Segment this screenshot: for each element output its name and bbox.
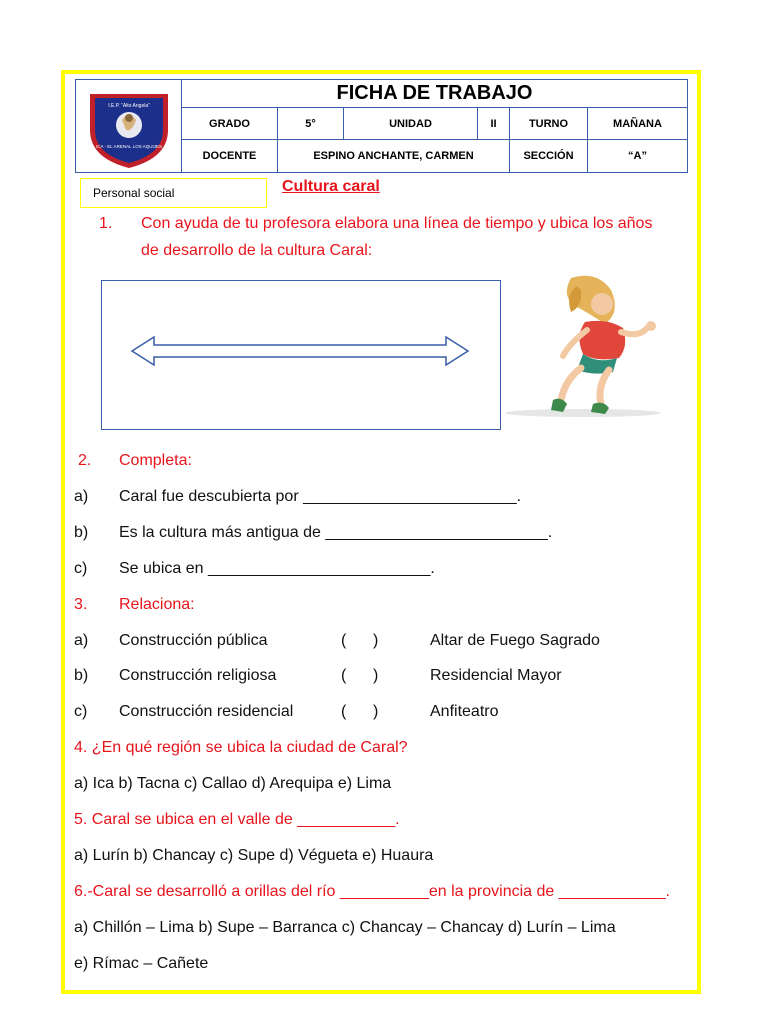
q3-item-letter: c) [74,703,88,720]
running-girl-illustration [505,272,675,422]
q1-line2: de desarrollo de la cultura Caral: [141,242,373,259]
q2-item-text: Es la cultura más antigua de _________________________. [119,524,553,541]
worksheet-title: FICHA DE TRABAJO [182,80,688,108]
q2-item-letter: b) [74,524,89,541]
grado-label: GRADO [182,108,278,140]
q1-line1: Con ayuda de tu profesora elabora una línea de tiempo y ubica los años [141,215,653,232]
q6-options-line2: e) Rímac – Cañete [74,955,209,972]
unidad-value: II [478,108,510,140]
q3-item-paren[interactable]: ( ) [341,703,379,720]
turno-value: MAÑANA [588,108,688,140]
q3-number: 3. [74,596,88,613]
logo-text-bottom: ICA - EL ARENAL LOS AQUIJES [96,144,162,149]
school-logo-cell [76,80,182,172]
q3-item-left: Construcción pública [119,632,268,649]
timeline-box[interactable] [101,280,501,430]
double-arrow-icon [102,281,502,431]
q3-item-letter: b) [74,667,89,684]
q3-item-letter: a) [74,632,89,649]
subject-label: Personal social [93,186,175,200]
q2-item-letter: a) [74,488,89,505]
q3-title: Relaciona: [119,596,195,613]
q2-item-text: Se ubica en _________________________. [119,560,435,577]
q3-item-left: Construcción residencial [119,703,294,720]
q6-options-line1: a) Chillón – Lima b) Supe – Barranca c) Chancay – Chancay d) Lurín – Lima [74,919,616,936]
q1-number: 1. [99,215,113,232]
logo-text-top: I.E.P. “Alto Angela” [108,103,150,109]
topic-title: Cultura caral [282,178,380,195]
seccion-label: SECCIÓN [510,140,588,172]
turno-label: TURNO [510,108,588,140]
q3-item-paren[interactable]: ( ) [341,667,379,684]
q6-title: 6.-Caral se desarrolló a orillas del río __________en la provincia de ____________. [74,883,670,900]
subject-box [80,178,267,208]
unidad-label: UNIDAD [344,108,478,140]
q3-item-right: Anfiteatro [430,703,499,720]
q4-options: a) Ica b) Tacna c) Callao d) Arequipa e) Lima [74,775,392,792]
q5-options: a) Lurín b) Chancay c) Supe d) Végueta e) Huaura [74,847,434,864]
q4-title: 4. ¿En qué región se ubica la ciudad de Caral? [74,739,408,756]
q2-number: 2. [78,452,92,469]
q3-item-paren[interactable]: ( ) [341,632,379,649]
seccion-value: “A” [588,140,688,172]
grado-value: 5° [278,108,344,140]
school-crest-icon [76,80,182,172]
q2-item-letter: c) [74,560,88,577]
docente-value: ESPINO ANCHANTE, CARMEN [278,140,510,172]
q5-title: 5. Caral se ubica en el valle de ___________. [74,811,400,828]
docente-label: DOCENTE [182,140,278,172]
q2-item-text: Caral fue descubierta por ________________________. [119,488,522,505]
header-table [75,79,688,173]
q3-item-right: Altar de Fuego Sagrado [430,632,600,649]
q2-title: Completa: [119,452,192,469]
q3-item-left: Construcción religiosa [119,667,277,684]
q3-item-right: Residencial Mayor [430,667,562,684]
